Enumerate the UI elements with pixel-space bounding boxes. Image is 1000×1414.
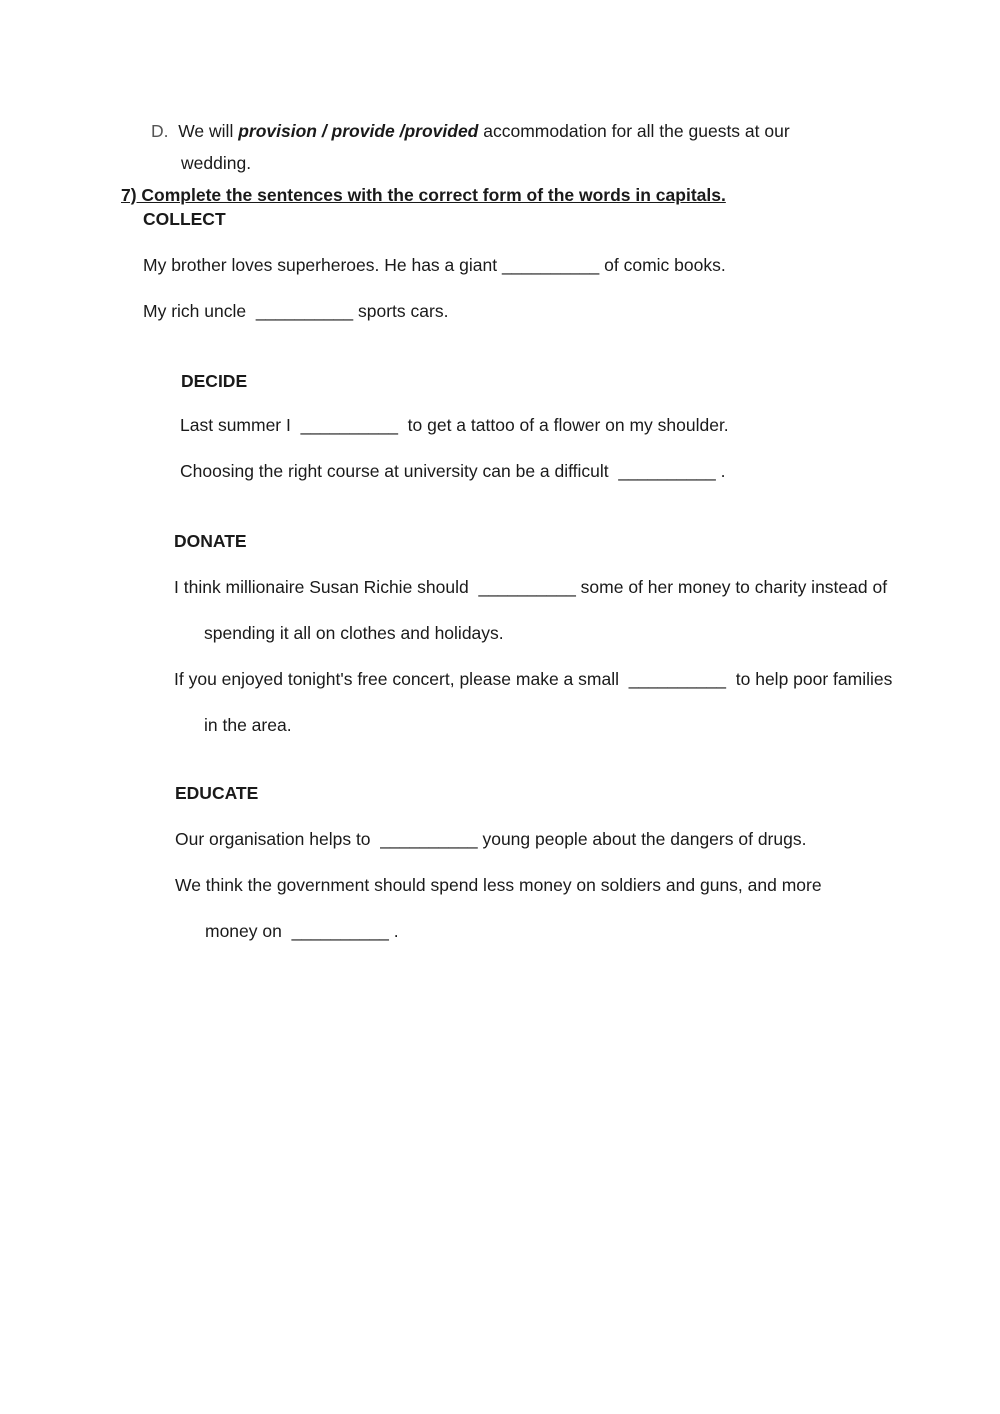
donate-sentence-1-continuation: spending it all on clothes and holidays. (204, 623, 504, 643)
donate-blank-2[interactable]: __________ (628, 669, 727, 689)
decide-blank-1[interactable]: __________ (300, 415, 398, 435)
donate-sentence-2: If you enjoyed tonight's free concert, please make a small __________ to help poor families (174, 669, 893, 689)
donate-sentence-2-continuation: in the area. (204, 715, 292, 735)
collect-sentence-1: My brother loves superheroes. He has a giant __________ of comic books. (143, 255, 726, 275)
item-d-post: accommodation for all the guests at our (478, 121, 790, 141)
educate-blank-1[interactable]: __________ (380, 829, 478, 849)
collect-sentence-2: My rich uncle __________ sports cars. (143, 301, 449, 321)
item-d-continuation: wedding. (181, 153, 252, 173)
educate-sentence-2: We think the government should spend less money on soldiers and guns, and more (175, 875, 822, 895)
item-d-line (151, 120, 790, 142)
item-d-options: provision / provide /provided (238, 121, 479, 141)
decide-sentence-1: Last summer I __________ to get a tattoo of a flower on my shoulder. (180, 415, 729, 435)
educate-blank-2[interactable]: __________ (291, 921, 389, 941)
donate-keyword: DONATE (174, 531, 247, 551)
collect-blank-2[interactable]: __________ (255, 301, 354, 321)
decide-keyword: DECIDE (181, 371, 248, 391)
collect-keyword: COLLECT (143, 209, 226, 229)
item-d-letter: D. (151, 121, 169, 141)
educate-keyword: EDUCATE (175, 783, 259, 803)
educate-sentence-1: Our organisation helps to __________ young people about the dangers of drugs. (175, 829, 807, 849)
educate-sentence-2-continuation: money on __________ . (205, 921, 399, 941)
donate-sentence-1: I think millionaire Susan Richie should __________ some of her money to charity instead of (174, 577, 888, 597)
donate-blank-1[interactable]: __________ (478, 577, 576, 597)
decide-sentence-2: Choosing the right course at university can be a difficult __________ . (180, 461, 726, 481)
collect-blank-1[interactable]: __________ (501, 255, 600, 275)
item-d-pre: We will (178, 121, 239, 141)
task-heading: 7) Complete the sentences with the correct form of the words in capitals. (121, 185, 726, 205)
decide-blank-2[interactable]: __________ (618, 461, 716, 481)
